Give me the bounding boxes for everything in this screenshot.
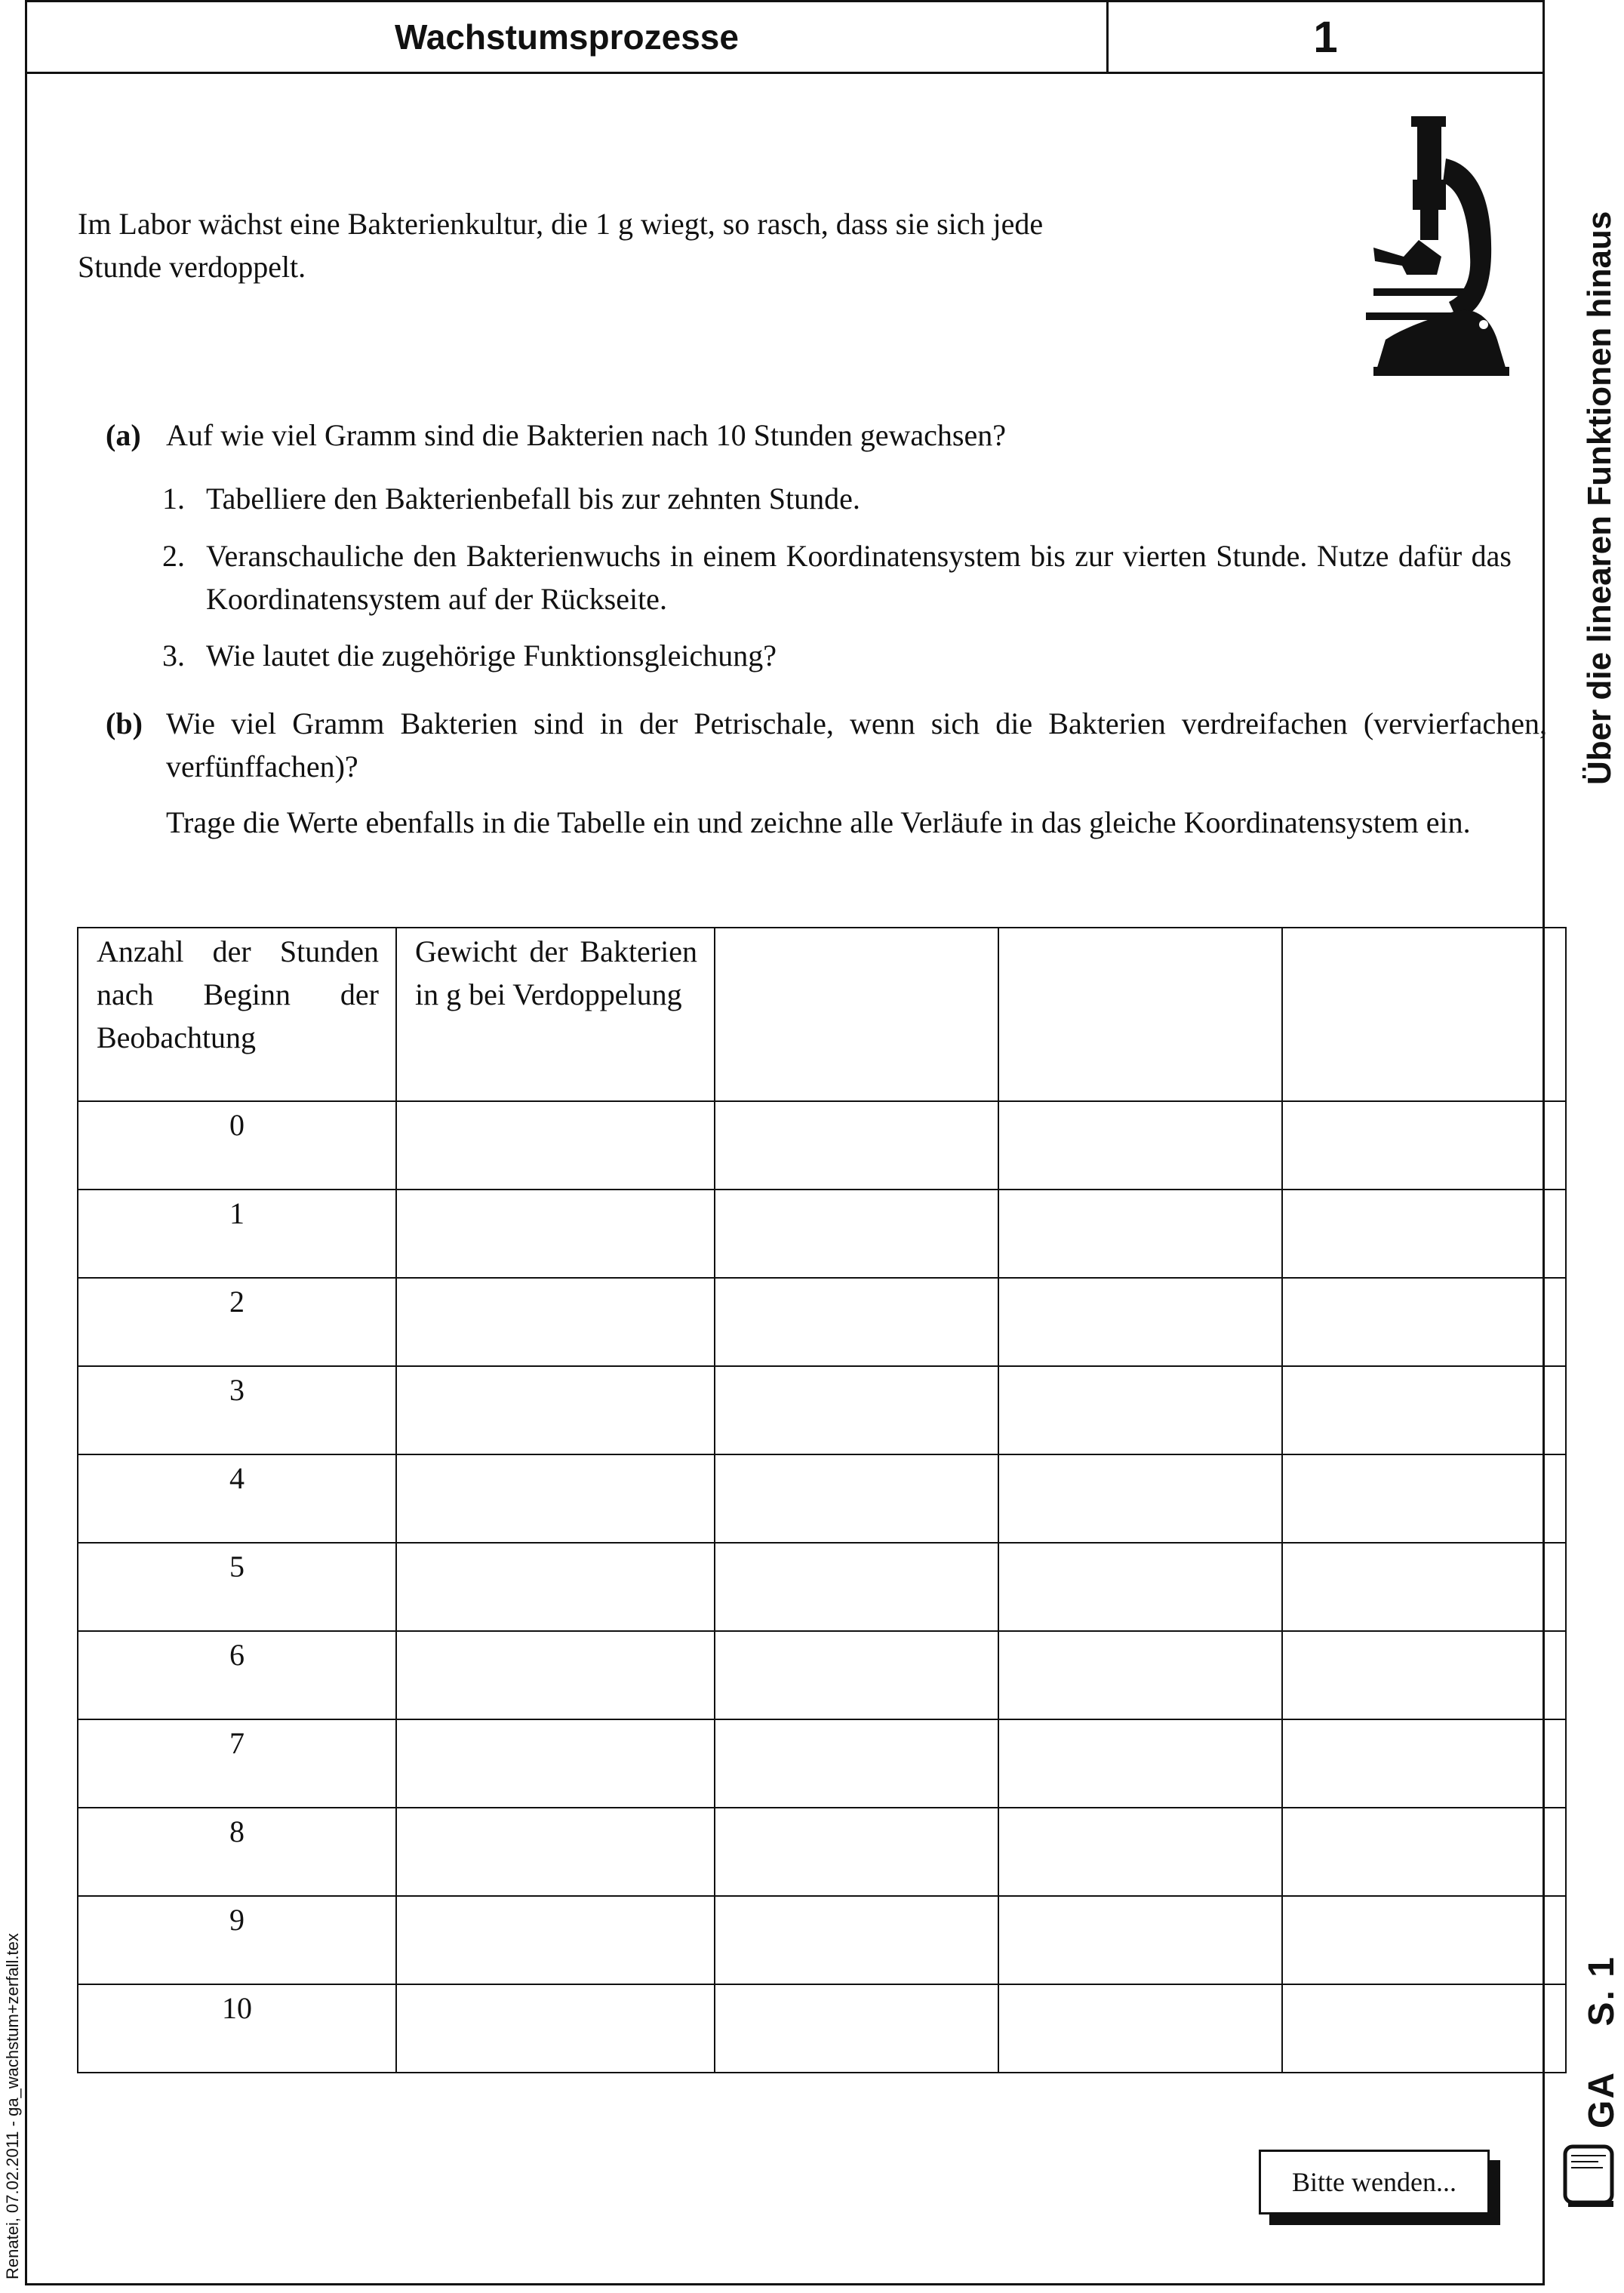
item-text: Tabelliere den Bakterienbefall bis zur zehnten Stunde. xyxy=(206,482,860,516)
value-cell[interactable] xyxy=(1282,1101,1566,1190)
table-row xyxy=(78,1190,1566,1278)
value-cell[interactable] xyxy=(998,1719,1282,1808)
hour-cell: 4 xyxy=(78,1454,396,1543)
value-cell[interactable] xyxy=(396,1896,715,1984)
task-b-text: Wie viel Gramm Bakterien sind in der Petrischale, wenn sich die Bakterien verdreifachen (vervierfachen, verfünffachen)? xyxy=(166,706,1547,783)
hour-cell: 5 xyxy=(78,1543,396,1631)
file-info: Renatei, 07.02.2011 - ga_wachstum+zerfall.tex xyxy=(3,1933,22,2279)
value-cell[interactable] xyxy=(1282,1984,1566,2073)
value-cell[interactable] xyxy=(396,1808,715,1896)
table-row xyxy=(78,1719,1566,1808)
page-header xyxy=(25,0,1545,74)
hour-cell: 3 xyxy=(78,1366,396,1454)
hour-cell: 9 xyxy=(78,1896,396,1984)
table-row xyxy=(78,1278,1566,1366)
header-weight: Gewicht der Bakterien in g bei Verdoppelung xyxy=(396,928,715,1101)
title-cell xyxy=(27,2,1109,72)
item-number: 1. xyxy=(162,482,185,516)
value-cell[interactable] xyxy=(1282,1543,1566,1631)
value-cell[interactable] xyxy=(1282,1454,1566,1543)
value-cell[interactable] xyxy=(715,1719,998,1808)
page-number-cell xyxy=(1109,2,1542,72)
value-cell[interactable] xyxy=(998,1543,1282,1631)
item-text: Wie lautet die zugehörige Funktionsgleichung? xyxy=(206,639,777,673)
turn-page-note xyxy=(1259,2150,1490,2215)
value-cell[interactable] xyxy=(1282,1896,1566,1984)
page-title: Wachstumsprozesse xyxy=(395,17,739,57)
value-cell[interactable] xyxy=(715,1278,998,1366)
table-row xyxy=(78,1454,1566,1543)
value-cell[interactable] xyxy=(715,1454,998,1543)
value-cell[interactable] xyxy=(1282,1808,1566,1896)
header-empty-cell[interactable] xyxy=(998,928,1282,1101)
value-cell[interactable] xyxy=(998,1896,1282,1984)
task-b-text2: Trage die Werte ebenfalls in die Tabelle ein und zeichne alle Verläufe in das gleiche Koordinatensystem ein. xyxy=(166,805,1471,839)
value-cell[interactable] xyxy=(1282,1719,1566,1808)
value-cell[interactable] xyxy=(998,1366,1282,1454)
value-cell[interactable] xyxy=(396,1543,715,1631)
table-row xyxy=(78,1808,1566,1896)
value-cell[interactable] xyxy=(396,1101,715,1190)
table-row xyxy=(78,1543,1566,1631)
turn-page-button[interactable]: Bitte wenden... xyxy=(1259,2150,1490,2215)
value-cell[interactable] xyxy=(1282,1631,1566,1719)
header-hours: Anzahl der Stunden nach Beginn der Beobachtung xyxy=(78,928,396,1101)
hour-cell: 1 xyxy=(78,1190,396,1278)
hour-cell: 2 xyxy=(78,1278,396,1366)
value-cell[interactable] xyxy=(715,1190,998,1278)
value-cell[interactable] xyxy=(998,1984,1282,2073)
table-header-row xyxy=(78,928,1566,1101)
table-row xyxy=(78,1896,1566,1984)
value-cell[interactable] xyxy=(998,1631,1282,1719)
hour-cell: 10 xyxy=(78,1984,396,2073)
logo-icon xyxy=(1561,2144,1616,2210)
page-number: 1 xyxy=(1313,12,1338,62)
value-cell[interactable] xyxy=(396,1719,715,1808)
table-row xyxy=(78,1101,1566,1190)
value-cell[interactable] xyxy=(998,1278,1282,1366)
table-row xyxy=(78,1984,1566,2073)
data-table xyxy=(77,927,1567,2073)
value-cell[interactable] xyxy=(715,1631,998,1719)
value-cell[interactable] xyxy=(715,1808,998,1896)
value-cell[interactable] xyxy=(1282,1190,1566,1278)
value-cell[interactable] xyxy=(998,1190,1282,1278)
value-cell[interactable] xyxy=(396,1631,715,1719)
value-cell[interactable] xyxy=(715,1896,998,1984)
hour-cell: 0 xyxy=(78,1101,396,1190)
table-row xyxy=(78,1366,1566,1454)
hour-cell: 7 xyxy=(78,1719,396,1808)
value-cell[interactable] xyxy=(396,1454,715,1543)
value-cell[interactable] xyxy=(1282,1278,1566,1366)
value-cell[interactable] xyxy=(715,1543,998,1631)
table-row xyxy=(78,1631,1566,1719)
value-cell[interactable] xyxy=(998,1454,1282,1543)
value-cell[interactable] xyxy=(715,1366,998,1454)
hour-cell: 6 xyxy=(78,1631,396,1719)
task-b-label: (b) xyxy=(106,706,143,740)
item-number: 2. xyxy=(162,539,185,573)
sidebar-code: GA S. 1 xyxy=(1582,1956,1622,2128)
header-empty-cell[interactable] xyxy=(715,928,998,1101)
item-text: Veranschauliche den Bakterienwuchs in einem Koordinatensystem bis zur vierten Stunde. Nutze dafür das Koordinatensystem auf der Rückseite. xyxy=(206,539,1512,616)
value-cell[interactable] xyxy=(998,1101,1282,1190)
value-cell[interactable] xyxy=(998,1808,1282,1896)
intro-text: Im Labor wächst eine Bakterienkultur, die 1 g wiegt, so rasch, dass sie sich jede Stunde verdoppelt. xyxy=(78,207,1044,284)
header-empty-cell[interactable] xyxy=(1282,928,1566,1101)
item-number: 3. xyxy=(162,639,185,673)
value-cell[interactable] xyxy=(396,1190,715,1278)
value-cell[interactable] xyxy=(396,1984,715,2073)
task-a-label: (a) xyxy=(106,418,141,452)
value-cell[interactable] xyxy=(396,1366,715,1454)
microscope-icon xyxy=(1358,113,1509,377)
hour-cell: 8 xyxy=(78,1808,396,1896)
task-a-text: Auf wie viel Gramm sind die Bakterien nach 10 Stunden gewachsen? xyxy=(166,418,1007,452)
value-cell[interactable] xyxy=(396,1278,715,1366)
sidebar-title: Über die linearen Funktionen hinaus xyxy=(1581,211,1618,785)
value-cell[interactable] xyxy=(1282,1366,1566,1454)
value-cell[interactable] xyxy=(715,1984,998,2073)
value-cell[interactable] xyxy=(715,1101,998,1190)
